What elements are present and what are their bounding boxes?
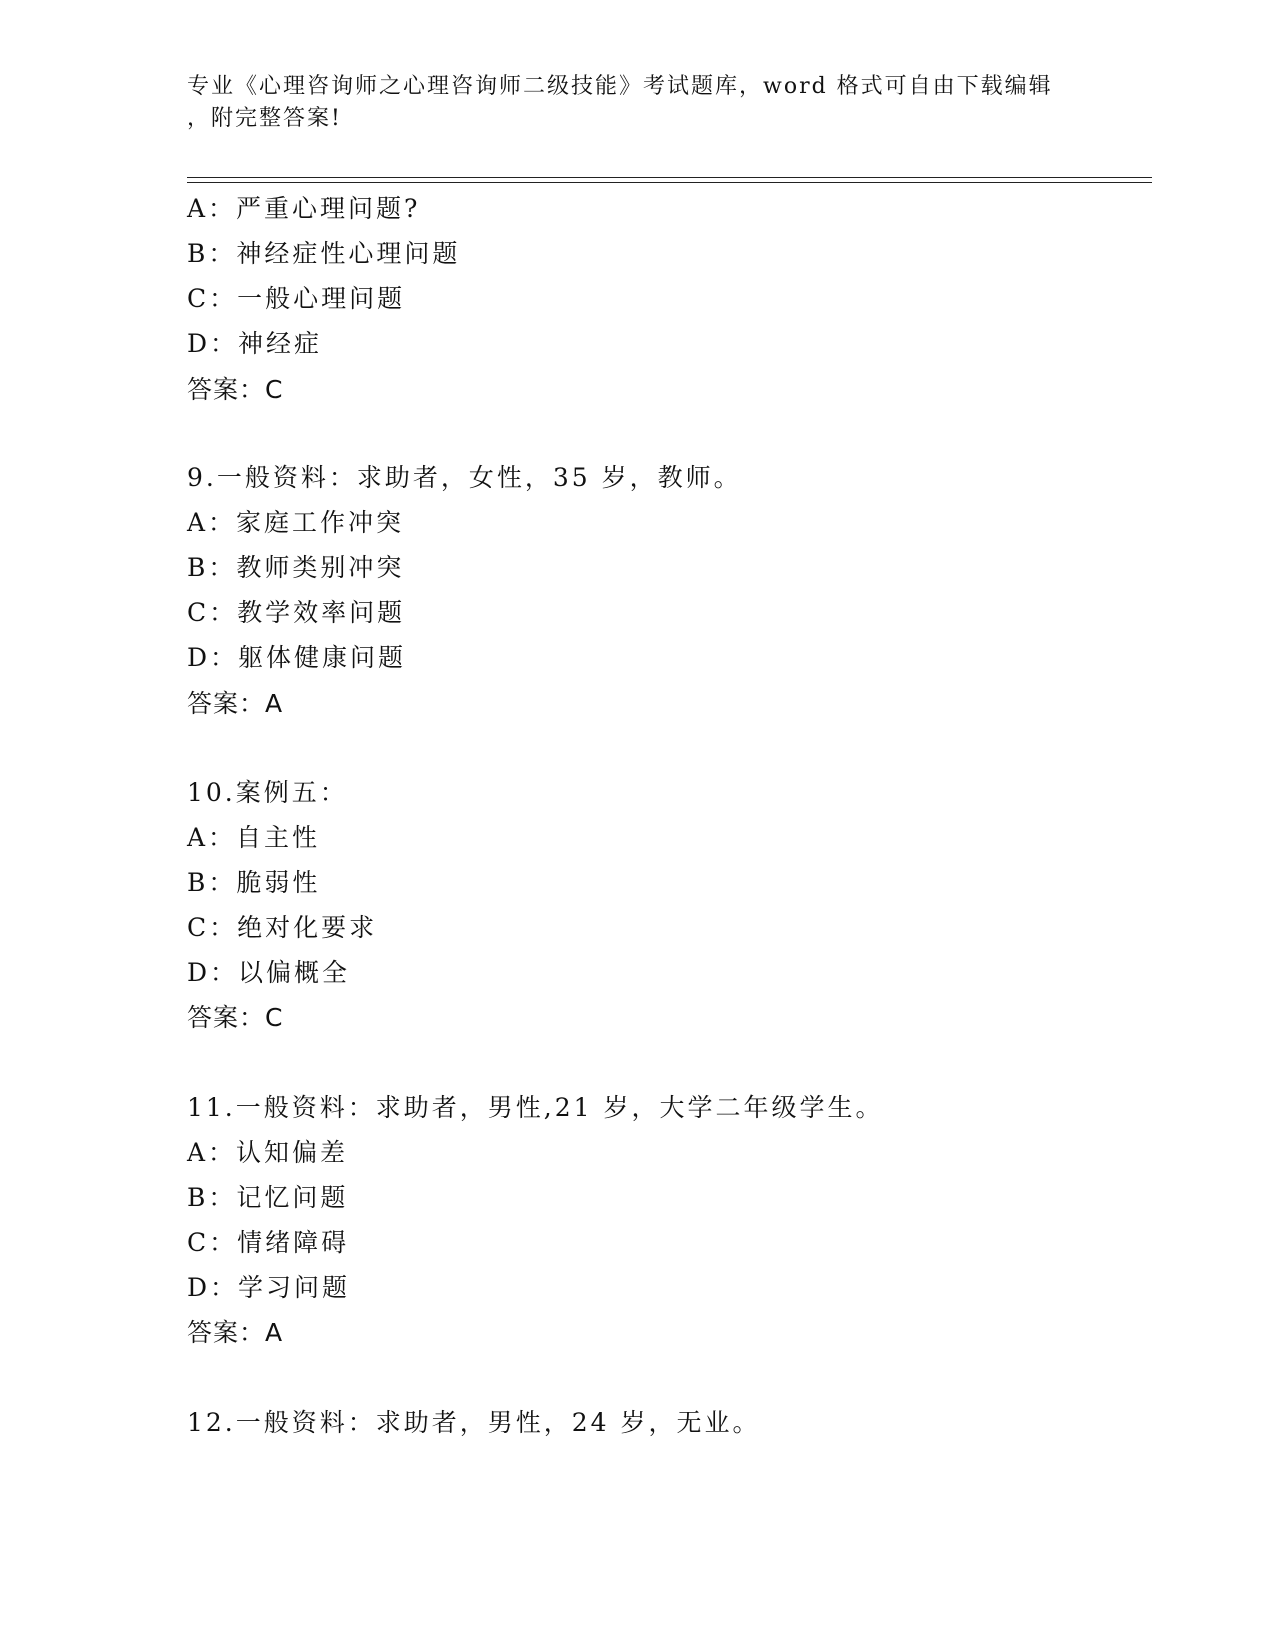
answer-line: 答案：C bbox=[187, 1003, 284, 1032]
option-d: D：躯体健康问题 bbox=[187, 643, 407, 672]
option-d: D：学习问题 bbox=[187, 1273, 351, 1302]
option-c: C：一般心理问题 bbox=[187, 284, 406, 313]
option-b: B：教师类别冲突 bbox=[187, 553, 405, 582]
option-c: C：绝对化要求 bbox=[187, 913, 378, 942]
option-b: B：神经症性心理问题 bbox=[187, 239, 461, 268]
header-rule-top bbox=[187, 177, 1152, 178]
option-b: B：记忆问题 bbox=[187, 1183, 349, 1212]
question-stem: 9.一般资料：求助者，女性，35 岁，教师。 bbox=[187, 463, 742, 492]
header-line-1: 专业《心理咨询师之心理咨询师二级技能》考试题库，word 格式可自由下载编辑 bbox=[187, 74, 1053, 99]
header-line-2: ，附完整答案! bbox=[187, 106, 342, 131]
option-a: A：认知偏差 bbox=[187, 1138, 349, 1167]
option-d: D：神经症 bbox=[187, 329, 323, 358]
option-a: A：自主性 bbox=[187, 823, 321, 852]
question-stem: 12.一般资料：求助者，男性，24 岁，无业。 bbox=[187, 1408, 761, 1437]
question-stem: 10.案例五： bbox=[187, 778, 348, 807]
option-b: B：脆弱性 bbox=[187, 868, 321, 897]
question-stem: 11.一般资料：求助者，男性,21 岁，大学二年级学生。 bbox=[187, 1093, 884, 1122]
option-c: C：教学效率问题 bbox=[187, 598, 406, 627]
answer-line: 答案：A bbox=[187, 1318, 284, 1347]
option-c: C：情绪障碍 bbox=[187, 1228, 350, 1257]
option-a: A：家庭工作冲突 bbox=[187, 508, 405, 537]
header-rule-bottom bbox=[187, 182, 1152, 183]
option-a: A：严重心理问题? bbox=[187, 194, 421, 223]
answer-line: 答案：C bbox=[187, 375, 284, 404]
option-d: D：以偏概全 bbox=[187, 958, 351, 987]
answer-line: 答案：A bbox=[187, 689, 284, 718]
